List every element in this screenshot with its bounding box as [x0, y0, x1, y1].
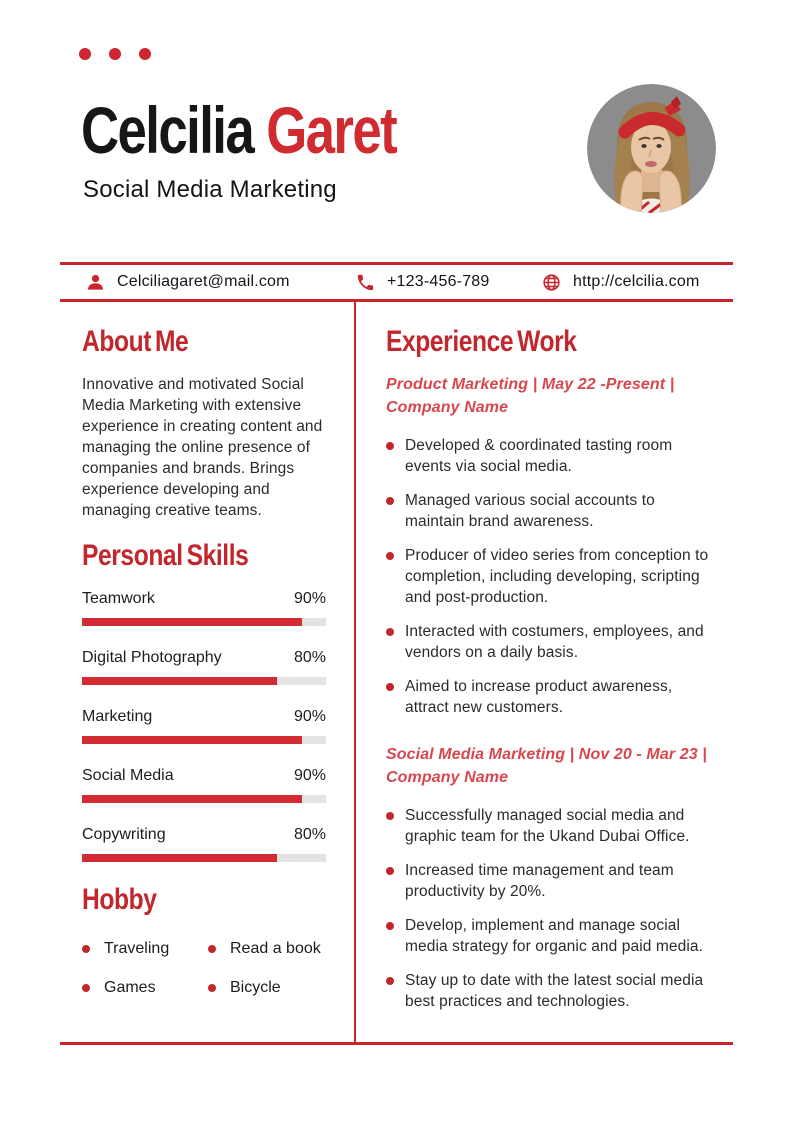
- globe-icon: [542, 273, 561, 292]
- job-bullet: [386, 621, 716, 663]
- left-column: [82, 327, 326, 997]
- hobby-item: [208, 979, 326, 997]
- bullet-dot-icon: [386, 812, 394, 820]
- hobby-item: [82, 940, 208, 958]
- first-name: Celcilia: [81, 93, 254, 167]
- red-dot: [79, 48, 91, 60]
- skill-percent: 80%: [293, 649, 326, 666]
- bullet-text: Successfully managed social media and graphic team for the Ukand Dubai Office.: [405, 807, 690, 845]
- job-bullet-list: [386, 805, 716, 1012]
- skill-row: [82, 826, 326, 862]
- skill-label: Social Media: [82, 767, 174, 784]
- job-title: Product Marketing | May 22 -Present | Company Name: [386, 376, 675, 416]
- hobby-label: Bicycle: [230, 979, 281, 996]
- job-subtitle: Social Media Marketing: [83, 176, 337, 203]
- skill-percent: 90%: [293, 590, 326, 607]
- hobby-label: Games: [104, 979, 156, 996]
- skill-bar-track: [82, 618, 326, 626]
- contact-email: [86, 265, 290, 299]
- skill-bar-track: [82, 854, 326, 862]
- red-dot: [139, 48, 151, 60]
- phone-text: +123-456-789: [387, 273, 490, 290]
- job-title: Social Media Marketing | Nov 20 - Mar 23 | Company Name: [386, 746, 707, 786]
- red-dot: [109, 48, 121, 60]
- decorative-dots: [79, 48, 151, 60]
- job-bullet: [386, 860, 716, 902]
- skill-row: [82, 708, 326, 744]
- avatar: [587, 84, 716, 213]
- bullet-dot-icon: [386, 867, 394, 875]
- job-bullet-list: [386, 435, 716, 718]
- skill-bar-fill: [82, 854, 277, 862]
- job-bullet: [386, 545, 716, 608]
- jobs-list: [386, 373, 716, 1012]
- last-name: Garet: [266, 93, 397, 167]
- bullet-text: Managed various social accounts to maintain brand awareness.: [405, 492, 655, 530]
- skill-percent: 90%: [293, 708, 326, 725]
- skill-row: [82, 649, 326, 685]
- hobby-list: [82, 940, 326, 997]
- contact-website: [542, 265, 700, 299]
- section-title-skills: Personal Skills: [82, 539, 249, 572]
- skill-row: [82, 767, 326, 803]
- bullet-dot-icon: [386, 628, 394, 636]
- skill-bar-track: [82, 736, 326, 744]
- section-title-about: About Me: [82, 325, 189, 358]
- hobby-item: [82, 979, 208, 997]
- skills-section: [82, 541, 326, 862]
- bullet-dot-icon: [386, 552, 394, 560]
- phone-icon: [356, 273, 375, 292]
- contact-bar: [60, 262, 733, 302]
- job-entry: [386, 373, 716, 718]
- skill-label: Copywriting: [82, 826, 166, 843]
- about-text: Innovative and motivated Social Media Marketing with extensive experience in creating content and managing the online presence of companies and brands. Brings experience developing and managing creative teams.: [82, 376, 323, 519]
- bullet-dot-icon: [386, 497, 394, 505]
- skill-bar-fill: [82, 795, 302, 803]
- contact-phone: [356, 265, 490, 299]
- email-text: Celciliagaret@mail.com: [117, 273, 290, 290]
- job-bullet: [386, 915, 716, 957]
- skill-label: Teamwork: [82, 590, 155, 607]
- skill-label: Marketing: [82, 708, 153, 725]
- hobby-item: [208, 940, 326, 958]
- skill-bar-track: [82, 795, 326, 803]
- skill-bar-fill: [82, 618, 302, 626]
- bullet-text: Aimed to increase product awareness, attract new customers.: [405, 678, 673, 716]
- skill-bar-fill: [82, 736, 302, 744]
- job-bullet: [386, 970, 716, 1012]
- skill-label: Digital Photography: [82, 649, 222, 666]
- bullet-dot-icon: [208, 945, 216, 953]
- bullet-dot-icon: [208, 984, 216, 992]
- job-bullet: [386, 490, 716, 532]
- bullet-text: Developed & coordinated tasting room events via social media.: [405, 437, 673, 475]
- bullet-text: Develop, implement and manage social media strategy for organic and paid media.: [405, 917, 704, 955]
- bullet-dot-icon: [82, 945, 90, 953]
- avatar-illustration: [587, 84, 716, 213]
- bullet-text: Stay up to date with the latest social media best practices and technologies.: [405, 972, 704, 1010]
- column-divider: [354, 302, 356, 1044]
- skill-percent: 90%: [293, 767, 326, 784]
- skill-bar-track: [82, 677, 326, 685]
- skill-bar-fill: [82, 677, 277, 685]
- skill-row: [82, 590, 326, 626]
- skill-percent: 80%: [293, 826, 326, 843]
- bullet-text: Interacted with costumers, employees, and vendors on a daily basis.: [405, 623, 704, 661]
- job-bullet: [386, 676, 716, 718]
- hobby-section: [82, 885, 326, 997]
- job-bullet: [386, 805, 716, 847]
- bullet-text: Increased time management and team productivity by 20%.: [405, 862, 674, 900]
- hobby-label: Read a book: [230, 940, 321, 957]
- bullet-text: Producer of video series from conception to completion, including developing, scripting and post-production.: [405, 547, 709, 606]
- job-entry: [386, 743, 716, 1012]
- skills-list: [82, 590, 326, 862]
- page-title: [81, 94, 396, 167]
- bullet-dot-icon: [386, 683, 394, 691]
- bullet-dot-icon: [386, 442, 394, 450]
- bullet-dot-icon: [386, 922, 394, 930]
- hobby-label: Traveling: [104, 940, 170, 957]
- bottom-divider: [60, 1042, 733, 1045]
- job-bullet: [386, 435, 716, 477]
- right-column: [386, 327, 716, 1025]
- person-icon: [86, 273, 105, 292]
- bullet-dot-icon: [386, 977, 394, 985]
- section-title-hobby: Hobby: [82, 883, 157, 916]
- section-title-experience: Experience Work: [386, 325, 577, 358]
- bullet-dot-icon: [82, 984, 90, 992]
- website-text: http://celcilia.com: [573, 273, 700, 290]
